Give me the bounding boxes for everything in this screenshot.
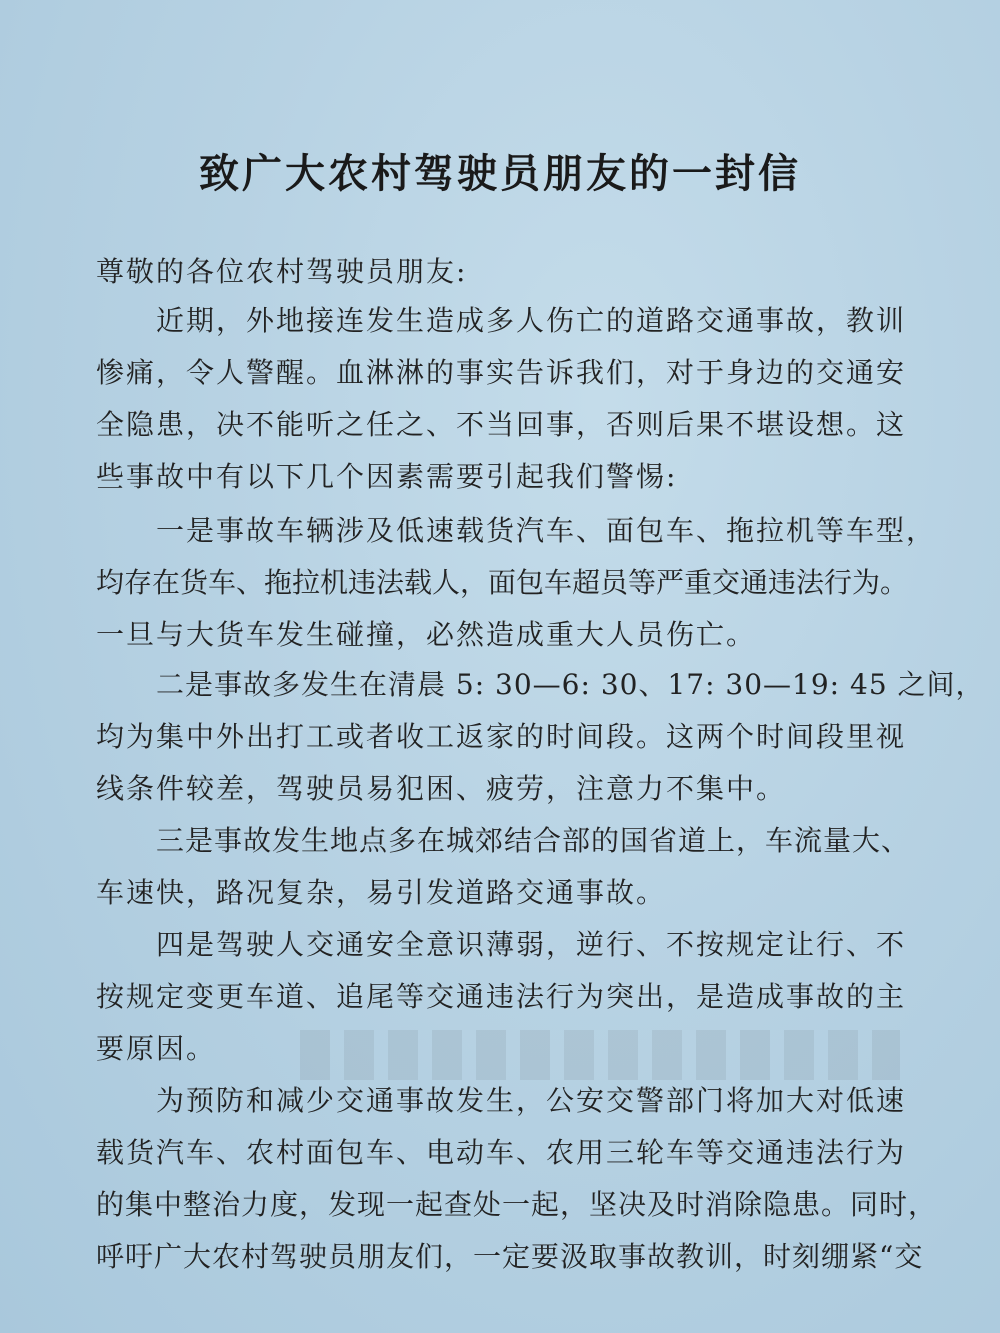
paragraph-line: 全隐患，决不能听之任之、不当回事，否则后果不堪设想。这: [96, 408, 907, 441]
paragraph-line: 均存在货车、拖拉机违法载人，面包车超员等严重交通违法行为。: [96, 566, 909, 599]
paragraph-line: 一是事故车辆涉及低速载货汽车、面包车、拖拉机等车型，: [156, 514, 937, 547]
paragraph-line: 近期，外地接连发生造成多人伤亡的道路交通事故，教训: [156, 304, 907, 337]
paragraph-line: 车速快，路况复杂，易引发道路交通事故。: [96, 876, 667, 909]
paragraph-line: 呼吁广大农村驾驶员朋友们，一定要汲取事故教训，时刻绷紧“交: [96, 1240, 924, 1273]
paragraph-line: 均为集中外出打工或者收工返家的时间段。这两个时间段里视: [96, 720, 907, 753]
paragraph-line: 惨痛，令人警醒。血淋淋的事实告诉我们，对于身边的交通安: [96, 356, 907, 389]
paragraph-line: 一旦与大货车发生碰撞，必然造成重大人员伤亡。: [96, 618, 757, 651]
paragraph-line: 载货汽车、农村面包车、电动车、农用三轮车等交通违法行为: [96, 1136, 907, 1169]
paragraph-line: 三是事故发生地点多在城郊结合部的国省道上，车流量大、: [156, 824, 911, 857]
paragraph-line: 为预防和减少交通事故发生，公安交警部门将加大对低速: [156, 1084, 907, 1117]
bleed-through-text: [300, 1030, 900, 1080]
paragraph-line: 线条件较差，驾驶员易犯困、疲劳，注意力不集中。: [96, 772, 787, 805]
paragraph-line: 的集中整治力度，发现一起查处一起，坚决及时消除隐患。同时，: [96, 1188, 938, 1221]
paragraph-line: 按规定变更车道、追尾等交通违法行为突出，是造成事故的主: [96, 980, 907, 1013]
salutation: 尊敬的各位农村驾驶员朋友:: [96, 255, 468, 288]
paragraph-line: 些事故中有以下几个因素需要引起我们警惕:: [96, 460, 678, 493]
paragraph-line: 四是驾驶人交通安全意识薄弱，逆行、不按规定让行、不: [156, 928, 907, 961]
letter-title: 致广大农村驾驶员朋友的一封信: [199, 150, 801, 197]
paragraph-line: 要原因。: [96, 1032, 217, 1065]
paragraph-line: 二是事故多发生在清晨 5: 30—6: 30、17: 30—19: 45 之间，: [156, 668, 985, 701]
